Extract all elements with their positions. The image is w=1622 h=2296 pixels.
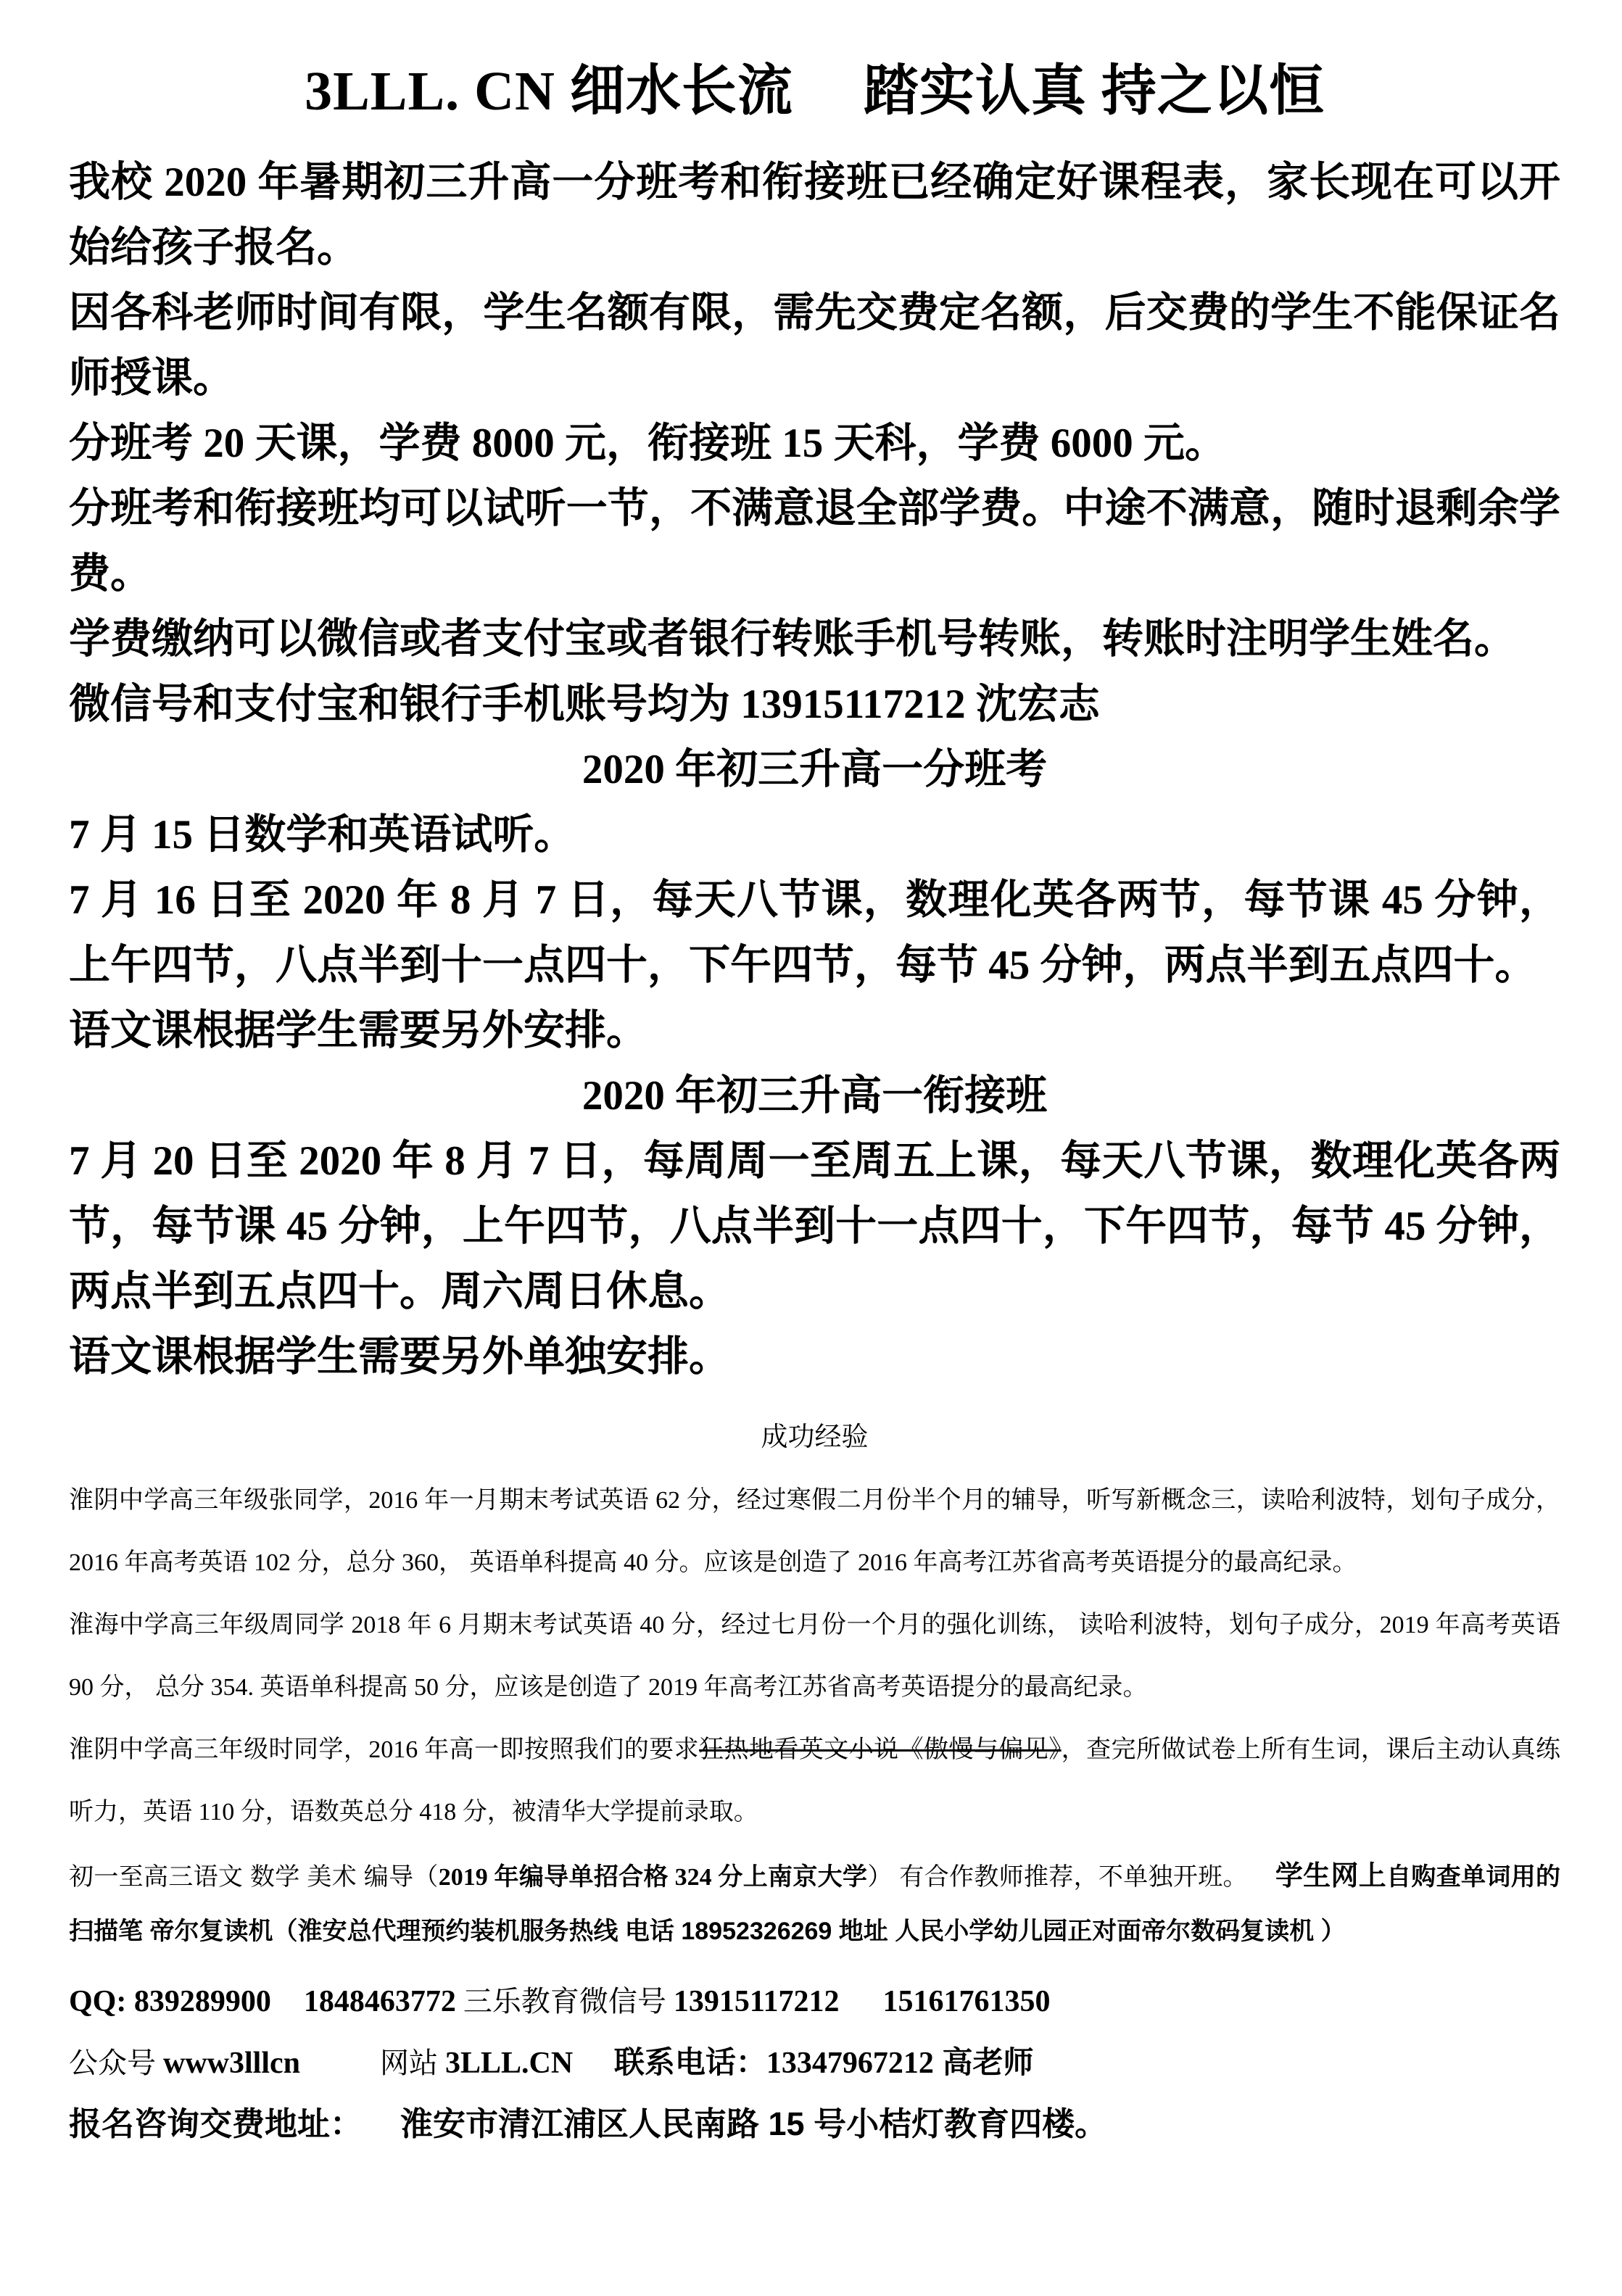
bridge-class-section <box>69 1064 1560 1390</box>
phone-number: 13347967212 <box>766 2047 934 2080</box>
placement-exam-heading: 2020 年初三升高一分班考 <box>582 747 1048 792</box>
qq-number: 839289900 <box>133 1985 271 2018</box>
phone-label: 联系电话： <box>605 2045 766 2079</box>
intro-paragraph: 微信号和支付宝和银行手机账号均为 13915117212 沈宏志 <box>69 681 1100 727</box>
scanner-pen-text: 自购查单词用的扫描笔 帝尔复读机（淮安总代理预约装机服务热线 电话 18952326269 地址 人民小学幼儿园正对面帝尔数码复读机 ） <box>69 1863 1561 1945</box>
bridge-class-line: 7 月 20 日至 2020 年 8 月 7 日，每周周一至周五上课，每天八节课，数理化英各两节，每节课 45 分钟，上午四节，八点半到十一点四十，下午四节，每节 45 分钟，两点半到五点四十。周六周日休息。 <box>69 1138 1560 1314</box>
admission-result-text: 2019 年编导单招合格 324 分上南京大学 <box>438 1864 868 1891</box>
strikethrough-text: 狂热地看英文小说《傲慢与偏见》 <box>699 1736 1062 1763</box>
qq-contact-line <box>69 1971 1560 2032</box>
wechat-number: 15161761350 <box>882 1985 1051 2018</box>
intro-section <box>69 150 1560 737</box>
official-account-id: www3lllcn <box>163 2047 300 2080</box>
placement-exam-section <box>69 737 1560 1064</box>
courses-list-text: ） 有合作教师推荐，不单独开班。 <box>867 1863 1248 1891</box>
success-case <box>69 1719 1560 1844</box>
intro-paragraph: 学费缴纳可以微信或者支付宝或者银行转账手机号转账，转账时注明学生姓名。 <box>69 616 1515 662</box>
contact-block <box>69 1971 1560 2155</box>
website-url: 3LLL.CN <box>445 2047 574 2080</box>
intro-paragraph: 分班考和衔接班均可以试听一节，不满意退全部学费。中途不满意，随时退剩余学费。 <box>69 486 1560 597</box>
courses-list-text: 初一至高三语文 数学 美术 编导（ <box>69 1863 439 1891</box>
address-label: 报名咨询交费地址： <box>69 2105 363 2142</box>
wechat-label: 三乐教育微信号 <box>455 1985 674 2018</box>
placement-exam-line: 7 月 16 日至 2020 年 8 月 7 日，每天八节课，数理化英各两节，每节课 45 分钟，上午四节，八点半到十一点四十，下午四节，每节 45 分钟，两点半到五点四十。 <box>69 877 1560 988</box>
placement-exam-line: 语文课根据学生需要另外安排。 <box>69 1008 647 1053</box>
courses-and-devices-paragraph <box>69 1849 1560 1958</box>
qq-label: QQ: <box>69 1985 134 2018</box>
success-case-text: 淮阴中学高三年级时同学，2016 年高一即按照我们的要求 <box>69 1736 700 1763</box>
address-value: 淮安市清江浦区人民南路 15 号小桔灯教育四楼。 <box>400 2105 1108 2142</box>
intro-paragraph: 因各科老师时间有限，学生名额有限，需先交费定名额，后交费的学生不能保证名师授课。 <box>69 290 1560 401</box>
success-case: 淮海中学高三年级周同学 2018 年 6 月期末考试英语 40 分，经过七月份一个月的强化训练， 读哈利波特，划句子成分，2019 年高考英语 90 分， 总分 354. 英语单科提高 50 分，应该是创造了 2019 年高考江苏省高考英语提分的最高纪录。 <box>69 1612 1560 1701</box>
success-case: 淮阴中学高三年级张同学，2016 年一月期末考试英语 62 分，经过寒假二月份半个月的辅导，听写新概念三，读哈利波特，划句子成分，2016 年高考英语 102 分，总分 360， 英语单科提高 40 分。应该是创造了 2016 年高考江苏省高考英语提分的最高纪录。 <box>69 1487 1560 1576</box>
teacher-name: 高老师 <box>933 2045 1034 2079</box>
website-contact-line <box>69 2032 1560 2094</box>
success-experience-section <box>69 1414 1560 1844</box>
website-label: 网站 <box>380 2047 445 2079</box>
success-case-text: ，查完所做试卷上所有生词，课后主动认真练听力，英语 110 分，语数英总分 418 分，被清华大学提前录取。 <box>69 1736 1561 1825</box>
bridge-class-line: 语文课根据学生需要另外单独安排。 <box>69 1334 730 1380</box>
bridge-class-heading: 2020 年初三升高一衔接班 <box>582 1073 1048 1119</box>
wechat-number: 13915117212 <box>673 1985 840 2018</box>
students-online-emphasis: 学生网上 <box>1275 1861 1387 1891</box>
placement-exam-line: 7 月 15 日数学和英语试听。 <box>69 812 576 858</box>
page-title: 3LLL. CN 细水长流 踏实认真 持之以恒 <box>305 61 1325 122</box>
qq-number: 1848463772 <box>303 1985 456 2018</box>
intro-paragraph: 我校 2020 年暑期初三升高一分班考和衔接班已经确定好课程表，家长现在可以开始给孩子报名。 <box>69 159 1560 270</box>
intro-paragraph: 分班考 20 天课，学费 8000 元，衔接班 15 天科，学费 6000 元。 <box>69 420 1226 466</box>
success-experience-heading: 成功经验 <box>761 1422 869 1452</box>
registration-address-line <box>69 2094 1560 2155</box>
official-account-label: 公众号 <box>69 2047 163 2079</box>
